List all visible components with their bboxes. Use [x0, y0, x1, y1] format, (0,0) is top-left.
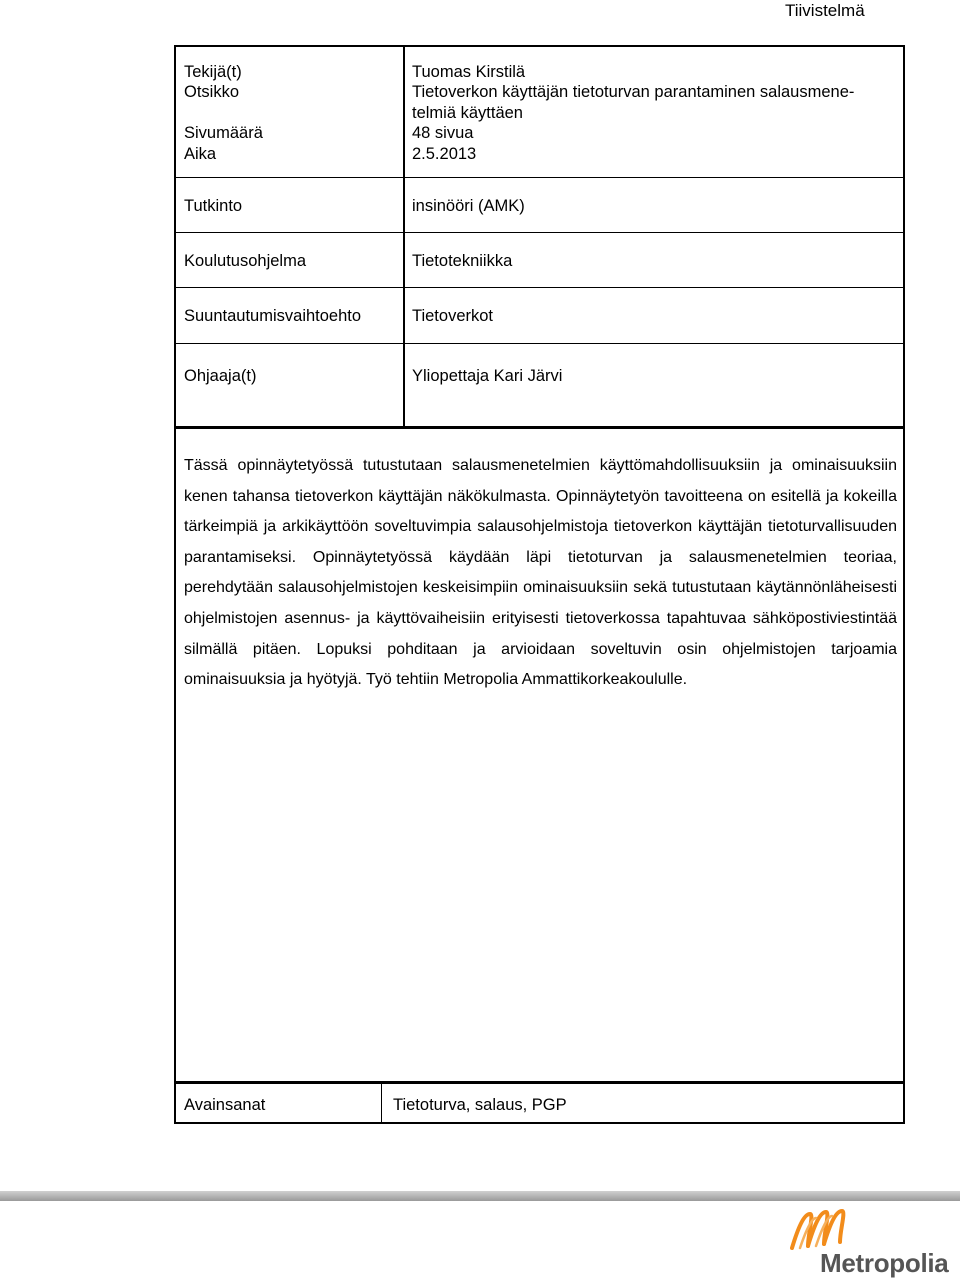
- info-table: [174, 45, 905, 428]
- pages-value: 48 sivua: [412, 124, 474, 142]
- specialisation-value: Tietoverkot: [412, 307, 494, 325]
- abstract-box: [174, 427, 905, 1083]
- title-value-line1: Tietoverkon käyttäjän tietoturvan parantaminen salausmene-: [412, 83, 855, 101]
- row-divider: [176, 287, 903, 288]
- keywords-label: Avainsanat: [184, 1096, 266, 1114]
- author-value: Tuomas Kirstilä: [412, 63, 526, 81]
- metropolia-logo-icon: [788, 1208, 858, 1250]
- title-value-line2: telmiä käyttäen: [412, 104, 523, 122]
- abstract-text: Tässä opinnäytetyössä tutustutaan salausmenetelmien käyttömahdollisuuksiin ja ominaisuuksiin kenen tahansa tietoverkon käyttäjän näkökulmasta. Opinnäytetyön tavoitteena on esitellä ja kokeilla tärkeimpiä ja arkikäyttöön soveltuvimpia salausohjelmistoja tietoverkon käyttäjän tietoturvallisuuden parantamiseksi. Opinnäytetyössä käydään läpi tietoturvan ja salausmenetelmien teoriaa, perehdytään salausohjelmistojen keskeisimpiin ominaisuuksiin sekä tutustutaan käytännönläheisesti ohjelmistojen asennus- ja käyttövaiheisiin erityisesti tietoverkossa tapahtuvaa sähköpostiviestintää silmällä pitäen. Lopuksi pohditaan ja arvioidaan soveltuvin osin ohjelmistojen tarjoamia ominaisuuksia ja hyötyjä. Työ tehtiin Metropolia Ammattikorkeakoululle.: [184, 457, 897, 689]
- instructor-label: Ohjaaja(t): [184, 367, 257, 385]
- degree-label: Tutkinto: [184, 197, 243, 215]
- row-divider: [176, 232, 903, 233]
- keywords-divider: [381, 1084, 382, 1122]
- row-divider: [176, 177, 903, 178]
- keywords-row: [174, 1082, 905, 1124]
- author-label: Tekijä(t): [184, 63, 242, 81]
- degree-value: insinööri (AMK): [412, 197, 525, 215]
- pages-label: Sivumäärä: [184, 124, 263, 142]
- specialisation-label: Suuntautumisvaihtoehto: [184, 307, 362, 325]
- keywords-value: Tietoturva, salaus, PGP: [393, 1096, 567, 1114]
- metropolia-logo-text: Metropolia: [820, 1248, 949, 1278]
- programme-value: Tietotekniikka: [412, 252, 513, 270]
- info-table-divider: [403, 47, 405, 426]
- row-divider: [176, 343, 903, 344]
- document-section-title: Tiivistelmä: [785, 1, 865, 20]
- programme-label: Koulutusohjelma: [184, 252, 306, 270]
- date-value: 2.5.2013: [412, 145, 477, 163]
- date-label: Aika: [184, 145, 217, 163]
- footer-band: [0, 1191, 960, 1201]
- instructor-value: Yliopettaja Kari Järvi: [412, 367, 563, 385]
- title-label: Otsikko: [184, 83, 240, 101]
